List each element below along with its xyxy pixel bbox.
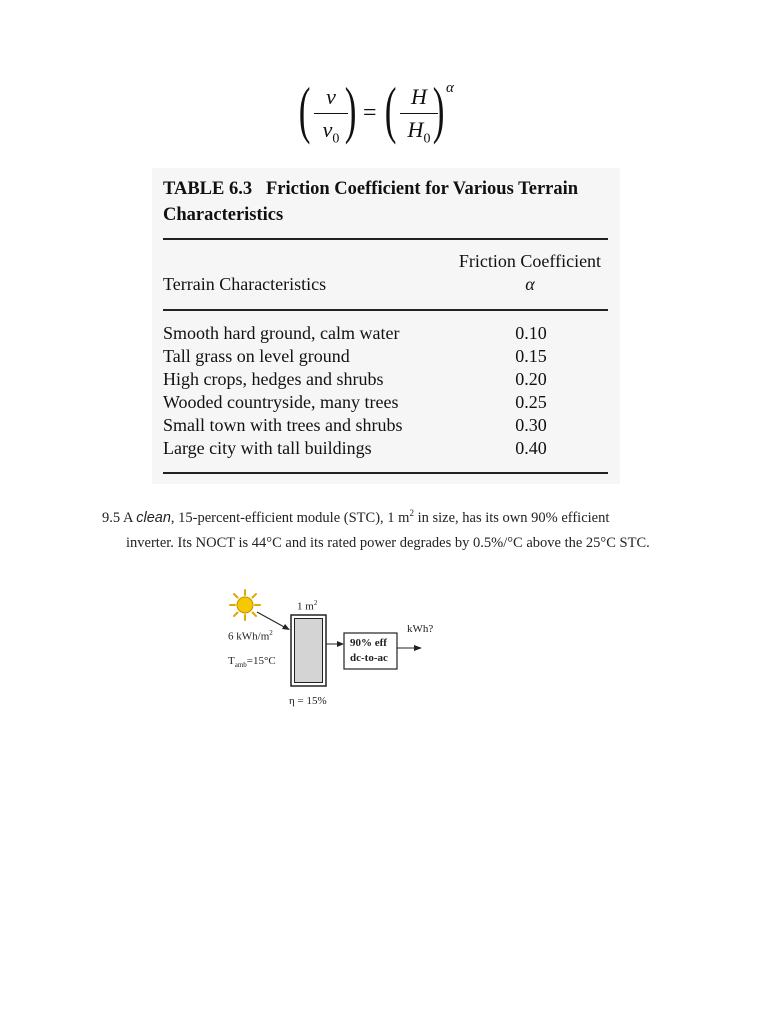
table-row-coef: 0.25 [515, 392, 547, 412]
problem-line-2: inverter. Its NOCT is 44°C and its rated power degrades by 0.5%/°C above the 25°C STC. [126, 535, 650, 551]
inverter-type-label: dc-to-ac [350, 652, 388, 664]
table-row-terrain: Smooth hard ground, calm water [163, 323, 400, 343]
dc-arrow [326, 641, 344, 647]
header-friction-coefficient: Friction Coefficient [458, 251, 602, 271]
table-row-coef: 0.40 [515, 438, 547, 458]
rhs-numerator: H [411, 84, 427, 109]
lhs-denominator: $v_0$ [322, 117, 340, 147]
table-row-coef: 0.10 [515, 323, 547, 343]
diagram-graphics [220, 585, 460, 715]
lhs-numerator: v [326, 84, 336, 109]
header-terrain: Terrain Characteristics [163, 274, 327, 294]
header-alpha: α [525, 274, 535, 294]
insolation-arrow [257, 612, 290, 630]
table-row-coef: 0.20 [515, 369, 547, 389]
problem-line-1: 9.5 A clean, 15-percent-efficient module (STC), 1 $m^2$ in size, has its own 90% efficient [102, 508, 610, 526]
insolation-label: 6 kWh/$m^2$ [228, 629, 273, 643]
table-row-terrain: High crops, hedges and shrubs [163, 369, 384, 389]
ac-output-arrow [397, 645, 422, 651]
ambient-temp-label: $T_{amb}=15^\circ C$ [228, 655, 276, 670]
table-row-terrain: Small town with trees and shrubs [163, 415, 403, 435]
rhs-denominator: $H_0$ [407, 117, 431, 147]
right-paren: ) [344, 74, 357, 145]
wind-power-law-formula [298, 74, 470, 158]
table-top-rule [163, 238, 608, 240]
right-paren: ) [432, 74, 445, 145]
panel-area-label: 1 $m^2$ [297, 599, 318, 613]
table-row-coef: 0.15 [515, 346, 547, 366]
table-row-terrain: Tall grass on level ground [163, 346, 350, 366]
table-header-rule [163, 309, 608, 311]
left-paren: ( [384, 74, 397, 145]
exponent-alpha: α [446, 80, 454, 96]
table-row-terrain: Large city with tall buildings [163, 438, 372, 458]
panel-efficiency-label: η = 15% [289, 695, 327, 707]
sun-icon [230, 590, 260, 620]
equals-sign: = [363, 100, 377, 126]
friction-coefficient-table [152, 168, 620, 484]
table-row-coef: 0.30 [515, 415, 547, 435]
pv-system-diagram [220, 585, 460, 715]
table-caption: TABLE 6.3 Friction Coefficient for Various Terrain Characteristics [163, 179, 579, 225]
output-energy-label: kWh? [407, 623, 434, 635]
left-paren: ( [298, 74, 311, 145]
table-bottom-rule [163, 472, 608, 474]
inverter-efficiency-label: 90% eff [350, 637, 387, 649]
lhs-fraction [314, 84, 348, 147]
table-row-terrain: Wooded countryside, many trees [163, 392, 399, 412]
pv-panel [291, 615, 326, 686]
